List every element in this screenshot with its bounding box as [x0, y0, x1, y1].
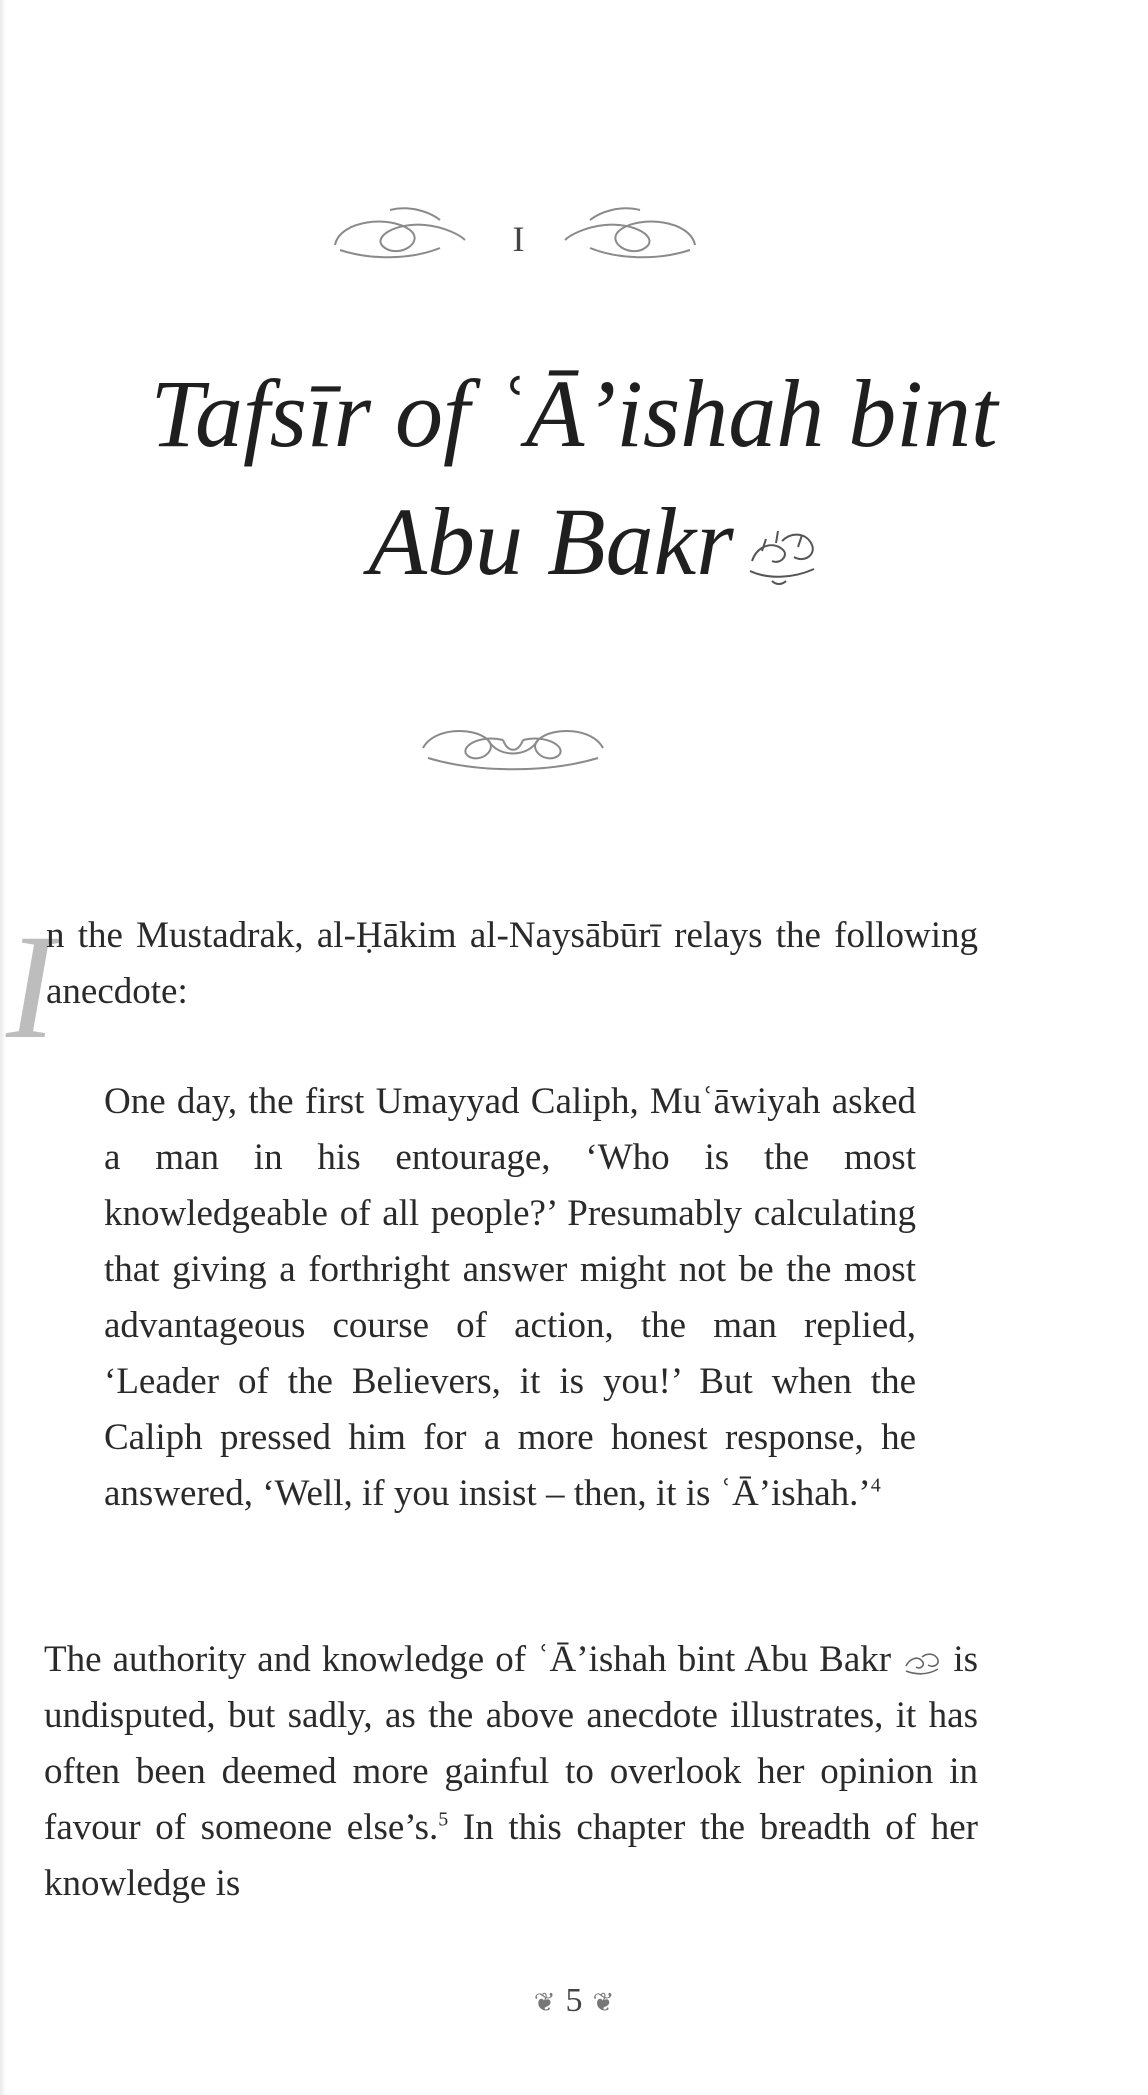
chapter-number: I [512, 219, 526, 259]
chapter-title-line-2-wrap [0, 478, 1148, 606]
paragraph-intro-text: n the Mustadrak, al-Ḥākim al-Naysābūrī relays the following anecdote: [46, 915, 978, 1012]
paragraph-authority-part3: In this chapter the breadth of her knowledge is [44, 1807, 978, 1904]
radiallahu-anha-inline-icon [902, 1648, 942, 1678]
paragraph-intro [46, 908, 978, 1020]
paragraph-authority-text [44, 1632, 978, 1912]
chapter-title-line-1: Tafsīr of ʿĀ’ishah bint [150, 360, 998, 467]
block-quote-text: One day, the first Umayyad Caliph, Muʿāwiyah asked a man in his entourage, ‘Who is the most knowledgeable of all people?’ Presumably calculating that giving a forthright answer might not be the most advantageous course of action, the man replied, ‘Leader of the Believers, it is you!’ But when the Caliph pressed him for a more honest response, he answered, ‘Well, if you insist – then, it is ʿĀ’ishah.’ [104, 1081, 916, 1514]
header-flourish-right-icon [560, 200, 700, 270]
block-quote-paragraph [104, 1074, 916, 1522]
footnote-marker-4[interactable]: 4 [870, 1474, 881, 1497]
ornament-right-icon: ❦ [592, 1988, 615, 2018]
footnote-marker-5[interactable]: 5 [438, 1808, 449, 1831]
paragraph-authority [44, 1632, 978, 1912]
ornament-left-icon: ❦ [533, 1988, 556, 2018]
section-divider-flourish-icon [418, 718, 608, 778]
radiallahu-anha-icon [742, 521, 820, 591]
paragraph-authority-part1: The authority and knowledge of ʿĀ’ishah bint Abu Bakr [44, 1639, 892, 1680]
header-flourish-left-icon [330, 200, 470, 270]
chapter-title-line-2: Abu Bakr [368, 488, 734, 595]
page-number-footer [0, 1982, 1148, 2020]
page-number: 5 [565, 1982, 583, 2019]
drop-cap-letter: I [6, 904, 56, 1070]
paragraph-authority-part2: is undisputed, but sadly, as the above anecdote illustrates, it has often been deemed more gainful to overlook her opinion in favour of someone else’s. [44, 1639, 979, 1848]
block-quote [104, 1074, 916, 1522]
chapter-title [0, 350, 1148, 606]
